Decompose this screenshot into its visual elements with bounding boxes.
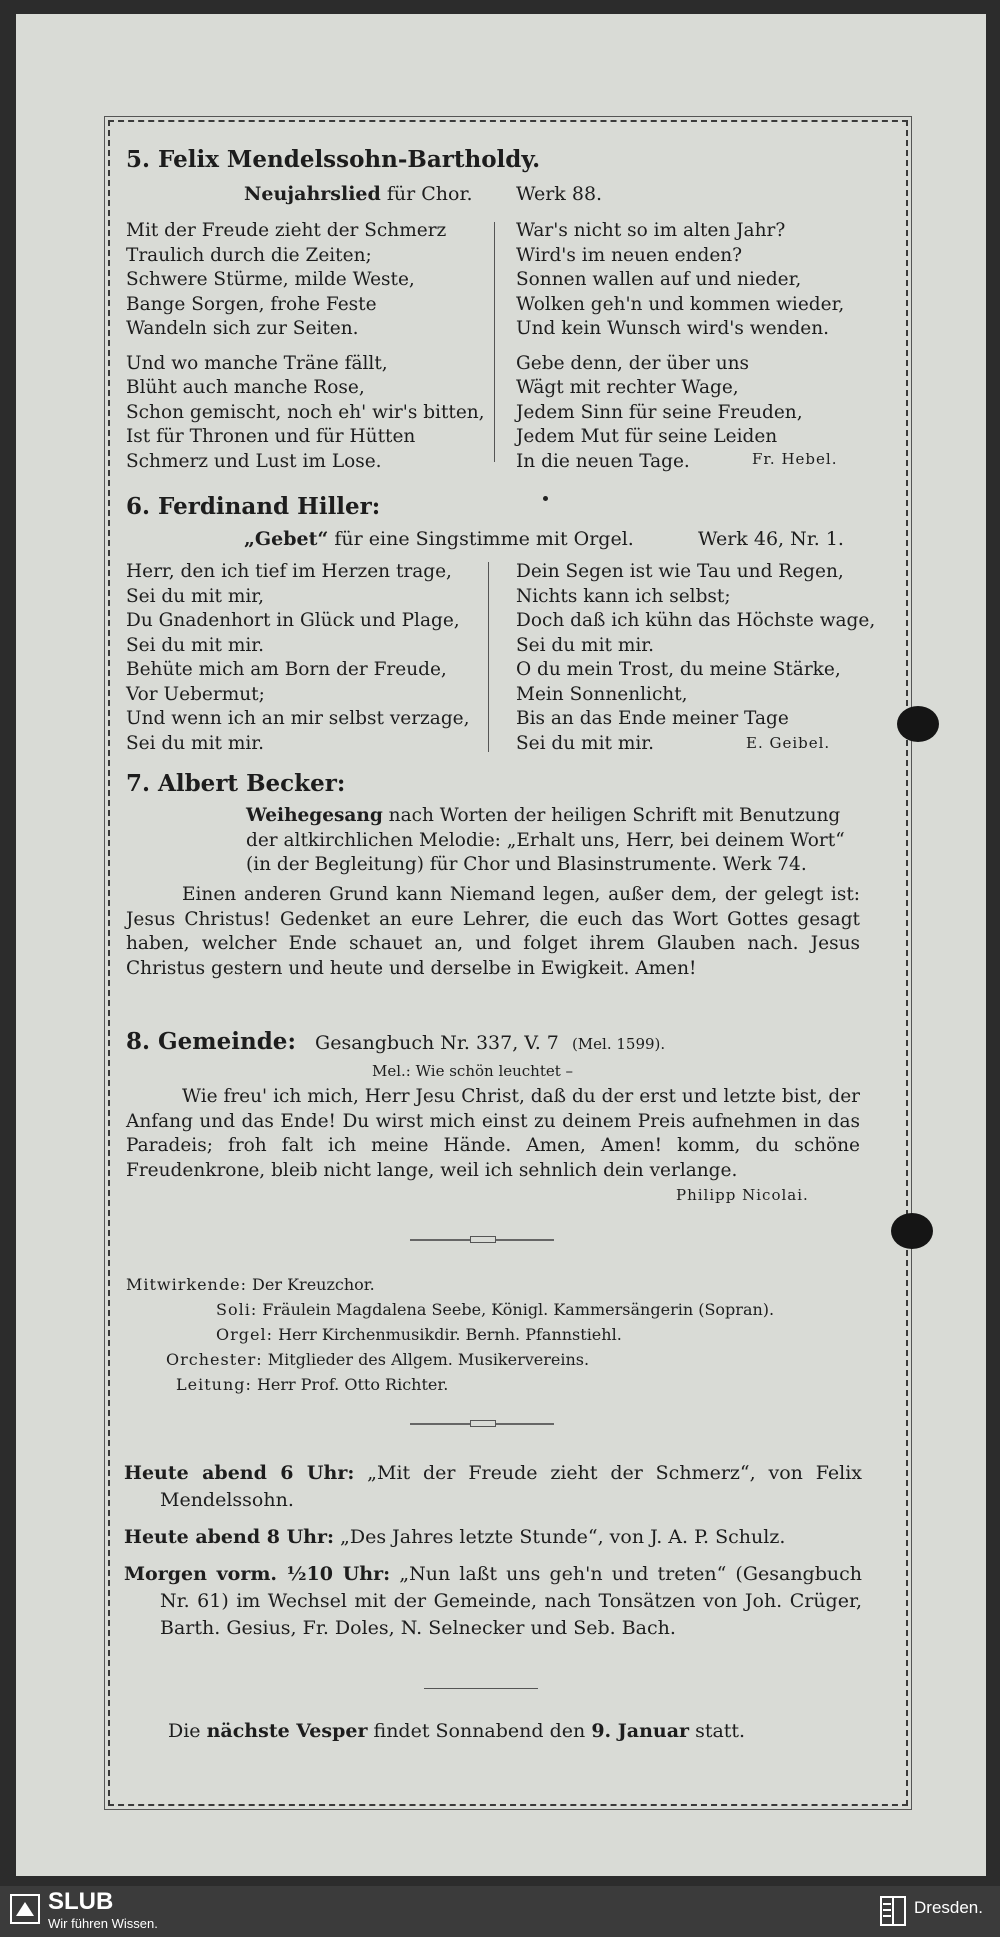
cast-value: Der Kreuzchor. [246,1275,375,1294]
section-6-credit: E. Geibel. [746,734,831,752]
section-7-desc-line2: der altkirchlichen Melodie: „Erhalt uns, Herr, bei deinem Wort“ [246,829,845,851]
section-6-heading: 6. Ferdinand Hiller: [126,493,381,520]
ornament-center [470,1236,496,1243]
announcement-text: „Mit der Freude zieht der Schmerz“, von Felix Mendelssohn. [160,1462,862,1511]
verse-line: Und kein Wunsch wird's wenden. [516,318,830,339]
verse-line: Behüte mich am Born der Freude, [126,659,447,680]
verse-line: Sei du mit mir, [126,585,264,607]
column-divider [494,222,495,462]
verse-line: Und wo manche Träne fällt, [126,352,388,374]
closing-bold: nächste Vesper [206,1720,368,1742]
section-8-heading: 8. Gemeinde: [126,1028,296,1055]
verse-line: Schmerz und Lust im Lose. [126,450,382,472]
section-8-header [126,1028,665,1055]
cast-row [126,1347,866,1372]
slub-logo-icon [10,1894,40,1924]
section-8-melody-ref: (Mel. 1599). [571,1035,666,1053]
verse-line: Sei du mit mir. [126,732,264,754]
cast-value: Herr Prof. Otto Richter. [251,1375,449,1394]
announcement-row [124,1561,862,1642]
section-6-left-column [126,560,470,756]
verse-line: Sei du mit mir. [126,634,264,656]
section-5-opus: Werk 88. [516,183,603,205]
closing-suffix: statt. [695,1720,746,1742]
verse-line: Sei du mit mir. [516,732,654,754]
section-5-left-column [126,219,485,474]
verse-line: Und wenn ich an mir selbst verzage, [126,708,470,729]
cast-label: Orchester: [166,1350,263,1369]
closing-divider [424,1688,538,1689]
section-5-scoring: für Chor. [386,183,473,205]
verse-line: Bange Sorgen, frohe Feste [126,293,377,315]
verse-line: Sonnen wallen auf und nieder, [516,269,802,290]
cast-row [126,1297,866,1322]
verse-line: Gebe denn, der über uns [516,352,750,374]
section-6-subtitle [244,528,634,550]
section-5-title: Neujahrslied [244,183,381,205]
verse-line: Schon gemischt, noch eh' wir's bitten, [126,401,485,423]
announcement-row [124,1460,862,1514]
section-5-subtitle [244,183,472,205]
section-6-opus: Werk 46, Nr. 1. [698,528,844,550]
cast-label: Orgel: [216,1325,273,1344]
announcement-text: „Nun laßt uns geh'n und treten“ (Gesangbuch Nr. 61) im Wechsel mit der Gemeinde, nach Tonsätzen von Joh. Crüger, Barth. Gesius, Fr. Doles, N. Selnecker und Seb. Bach. [160,1563,862,1639]
announcements [124,1460,862,1652]
closing-date: 9. Januar [591,1720,690,1742]
section-8-melody-note: Mel.: Wie schön leuchtet – [372,1062,574,1080]
section-5-heading: 5. Felix Mendelssohn-Bartholdy. [126,146,541,173]
verse-line: Jedem Mut für seine Leiden [516,426,778,447]
closing-middle: findet Sonnabend den [373,1720,586,1742]
footer-logo-text: SLUB [48,1888,114,1915]
cast-row [126,1322,866,1347]
cast-row [126,1272,866,1297]
verse-line: Jedem Sinn für seine Freuden, [516,401,803,423]
verse-line: Du Gnadenhort in Glück und Plage, [126,610,460,631]
column-divider [488,562,489,752]
announcement-label: Heute abend 6 Uhr: [124,1462,355,1484]
section-5-credit: Fr. Hebel. [752,450,838,468]
section-8-hymnal: Gesangbuch Nr. 337, V. 7 [315,1032,559,1054]
verse-line: Wägt mit rechter Wage, [516,377,739,398]
verse-line: Schwere Stürme, milde Weste, [126,269,415,290]
announcement-row [124,1524,862,1551]
closing-prefix: Die [168,1720,201,1742]
ornament-center [470,1420,496,1427]
section-6-title: „Gebet“ [244,528,329,550]
verse-line: O du mein Trost, du meine Stärke, [516,659,841,680]
verse-line: Sei du mit mir. [516,634,654,656]
footer-dresden-text: Dresden. [914,1898,983,1917]
section-6-right-column [516,560,875,756]
punch-hole [897,706,939,742]
section-7-description [246,804,862,878]
cast-value: Fräulein Magdalena Seebe, Königl. Kammersängerin (Sopran). [257,1300,775,1319]
announcement-text: „Des Jahres letzte Stunde“, von J. A. P. Schulz. [333,1526,786,1548]
verse-line: Ist für Thronen und für Hütten [126,426,416,447]
ink-dot [543,496,548,501]
cast-label: Leitung: [176,1375,252,1394]
punch-hole [891,1213,933,1249]
dresden-coat-of-arms-icon [880,1896,906,1926]
section-7-desc-line3: (in der Begleitung) für Chor und Blasinstrumente. Werk 74. [246,854,807,875]
cast-value: Mitglieder des Allgem. Musikervereins. [262,1350,590,1369]
verse-line: Nichts kann ich selbst; [516,585,731,607]
verse-line: Bis an das Ende meiner Tage [516,708,789,729]
verse-line: Mein Sonnenlicht, [516,683,688,705]
verse-line: Herr, den ich tief im Herzen trage, [126,561,452,582]
section-7-text: Einen anderen Grund kann Niemand legen, außer dem, der gelegt ist: Jesus Christus! Gedenket an eure Lehrer, die euch das Wort Gottes gesagt haben, welcher Ende schauet an, und folget ihrem Glauben nach. Jesus Christus gestern und heute und derselbe in Ewigkeit. Amen! [126,884,860,979]
verse-line: Blüht auch manche Rose, [126,377,365,398]
footer-bar [0,1886,1000,1937]
verse-line: Wandeln sich zur Seiten. [126,318,359,339]
section-8-credit: Philipp Nicolai. [676,1186,809,1204]
announcement-label: Heute abend 8 Uhr: [124,1526,334,1548]
cast-list [126,1272,866,1397]
verse-line: In die neuen Tage. [516,450,690,472]
section-7-title: Weihegesang [246,805,383,826]
section-8-text: Wie freu' ich mich, Herr Jesu Christ, daß du der erst und letzte bist, der Anfang und das Ende! Du wirst mich einst zu deinem Preis aufnehmen in das Paradeis; froh falt ich meine Hände. Amen, Amen! komm, du schöne Freudenkrone, bleib nicht lange, weil ich sehnlich dein verlange. [126,1086,860,1181]
verse-line: War's nicht so im alten Jahr? [516,220,786,241]
section-7-heading: 7. Albert Becker: [126,770,346,797]
verse-line: Wolken geh'n und kommen wieder, [516,293,845,315]
section-5-right-column [516,219,844,474]
verse-line: Vor Uebermut; [126,683,265,705]
cast-value: Herr Kirchenmusikdir. Bernh. Pfannstiehl. [272,1325,622,1344]
cast-label: Soli: [216,1300,258,1319]
section-7-desc-line1: nach Worten der heiligen Schrift mit Benutzung [388,805,841,826]
verse-line: Doch daß ich kühn das Höchste wage, [516,610,876,631]
verse-line: Traulich durch die Zeiten; [126,244,372,266]
closing-line [168,1720,745,1742]
cast-row [126,1372,866,1397]
cast-label: Mitwirkende: [126,1275,247,1294]
verse-line: Wird's im neuen enden? [516,244,743,266]
section-6-scoring: für eine Singstimme mit Orgel. [334,528,634,550]
verse-line: Mit der Freude zieht der Schmerz [126,220,447,241]
verse-line: Dein Segen ist wie Tau und Regen, [516,561,844,582]
announcement-label: Morgen vorm. ½10 Uhr: [124,1563,391,1585]
footer-slogan: Wir führen Wissen. [48,1916,158,1931]
